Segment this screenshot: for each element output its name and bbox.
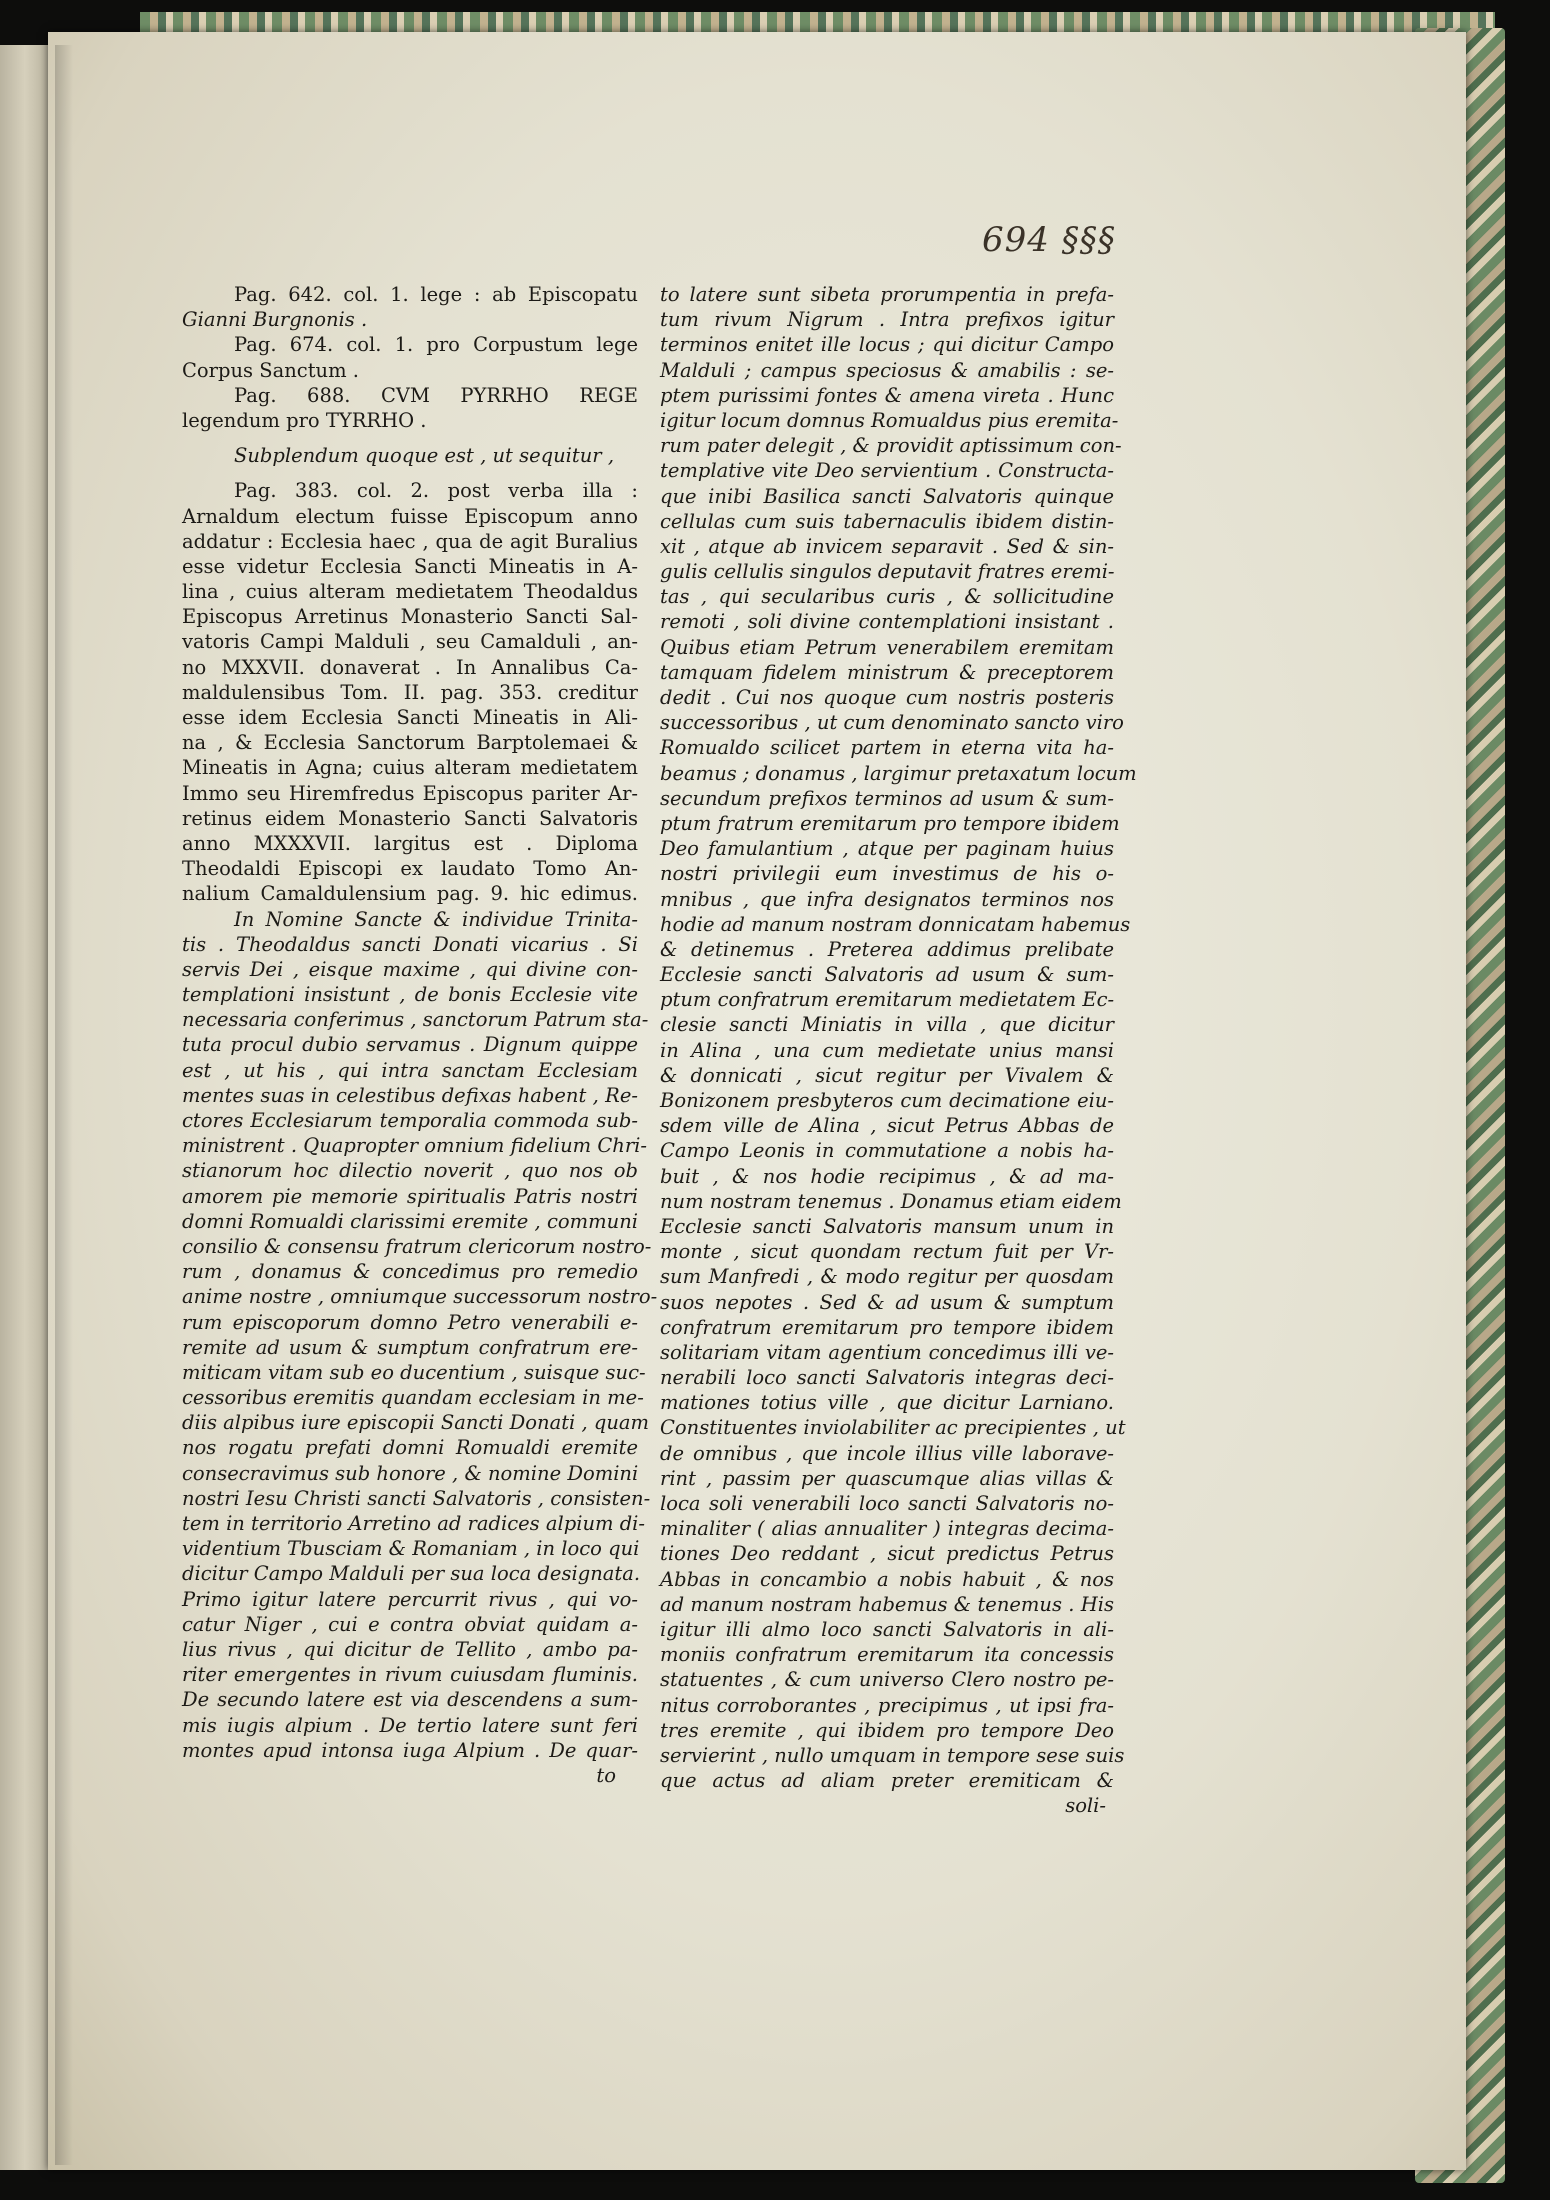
text-line: addatur : Ecclesia haec , qua de agit Buralius bbox=[182, 529, 638, 553]
text-line: xit , atque ab invicem separavit . Sed & sin- bbox=[660, 534, 1114, 558]
text-line: beamus ; donamus , largimur pretaxatum locum bbox=[660, 761, 1137, 785]
text-line: catur Niger , cui e contra obviat quidam a- bbox=[182, 1612, 638, 1636]
text-line: nos rogatu prefati domni Romualdi eremite bbox=[182, 1436, 638, 1460]
text-line: dicitur Campo Malduli per sua loca designata. bbox=[182, 1562, 641, 1586]
text-line: rint , passim per quascumque alias villas & bbox=[660, 1466, 1114, 1490]
text-line: mis iugis alpium . De tertio latere sunt feri bbox=[182, 1713, 638, 1737]
text-line: consecravimus sub honore , & nomine Domini bbox=[182, 1461, 639, 1485]
text-line: Pag. 383. col. 2. post verba illa : bbox=[234, 479, 638, 503]
left-column bbox=[182, 282, 658, 1788]
text-line: rum , donamus & concedimus pro remedio bbox=[182, 1260, 638, 1284]
text-line: remoti , soli divine contemplationi insistant . bbox=[660, 610, 1114, 634]
text-line: Ecclesie sancti Salvatoris ad usum & sum- bbox=[660, 963, 1114, 987]
text-line: mentes suas in celestibus defixas habent , Re- bbox=[182, 1083, 638, 1107]
text-line: igitur locum domnus Romualdus pius eremita- bbox=[660, 408, 1119, 432]
text-line: amorem pie memorie spiritualis Patris nostri bbox=[182, 1184, 638, 1208]
text-line: vatoris Campi Malduli , seu Camalduli , an- bbox=[182, 630, 638, 654]
text-line: maldulensibus Tom. II. pag. 353. creditur bbox=[182, 680, 638, 704]
text-line: tas , qui secularibus curis , & sollicitudine bbox=[660, 585, 1114, 609]
text-line: Ecclesie sancti Salvatoris mansum unum in bbox=[660, 1214, 1114, 1238]
text-line: templationi insistunt , de bonis Ecclesie vite bbox=[182, 983, 638, 1007]
text-line: mationes totius ville , que dicitur Larniano. bbox=[660, 1391, 1114, 1415]
text-line: legendum pro TYRRHO . bbox=[182, 408, 427, 432]
text-line: Abbas in concambio a nobis habuit , & nos bbox=[660, 1567, 1114, 1591]
text-line: Subplendum quoque est , ut sequitur , bbox=[234, 444, 615, 468]
text-line: remite ad usum & sumptum confratrum ere- bbox=[182, 1335, 638, 1359]
text-line: gulis cellulis singulos deputavit fratres eremi- bbox=[660, 560, 1115, 584]
text-line: solitariam vitam agentium concedimus illi ve- bbox=[660, 1340, 1114, 1364]
gutter-shadow bbox=[55, 45, 73, 2165]
text-line: necessaria conferimus , sanctorum Patrum sta- bbox=[182, 1008, 649, 1032]
text-line: tis . Theodaldus sancti Donati vicarius . Si bbox=[182, 932, 638, 956]
text-line: statuentes , & cum universo Clero nostro pe- bbox=[660, 1668, 1114, 1692]
text-line: mnibus , que infra designatos terminos nos bbox=[660, 887, 1114, 911]
text-line: monte , sicut quondam rectum fuit per Vr- bbox=[660, 1240, 1114, 1264]
text-line: nalium Camaldulensium pag. 9. hic edimus. bbox=[182, 882, 638, 906]
catchword: soli- bbox=[1065, 1794, 1106, 1818]
text-line: nerabili loco sancti Salvatoris integras deci- bbox=[660, 1366, 1114, 1390]
text-line: Immo seu Hiremfredus Episcopus pariter Ar- bbox=[182, 781, 638, 805]
text-line: stianorum hoc dilectio noverit , quo nos ob bbox=[182, 1159, 638, 1183]
text-line: Constituentes inviolabiliter ac precipientes , ut bbox=[660, 1416, 1126, 1440]
text-line: nitus corroborantes , precipimus , ut ipsi fra- bbox=[660, 1693, 1114, 1717]
text-line: Arnaldum electum fuisse Episcopum anno bbox=[182, 504, 638, 528]
text-line: igitur illi almo loco sancti Salvatoris in ali- bbox=[660, 1617, 1114, 1641]
text-line: Primo igitur latere percurrit rivus , qui vo- bbox=[182, 1587, 638, 1611]
text-line: tiones Deo reddant , sicut predictus Petrus bbox=[660, 1542, 1114, 1566]
text-line: rum episcoporum domno Petro venerabili e- bbox=[182, 1310, 638, 1334]
text-line: clesie sancti Miniatis in villa , que dicitur bbox=[660, 1013, 1114, 1037]
text-line: anime nostre , omniumque successorum nostro- bbox=[182, 1285, 658, 1309]
text-line: ctores Ecclesiarum temporalia commoda sub- bbox=[182, 1109, 638, 1132]
text-line: Bonizonem presbyteros cum decimatione eiu- bbox=[660, 1089, 1114, 1112]
text-line: In Nomine Sancte & individue Trinita- bbox=[234, 907, 638, 931]
text-line: ptem purissimi fontes & amena vireta . Hunc bbox=[660, 383, 1114, 407]
text-line: De secundo latere est via descendens a sum- bbox=[182, 1688, 638, 1712]
text-line: sdem ville de Alina , sicut Petrus Abbas de bbox=[660, 1114, 1114, 1138]
text-line: sum Manfredi , & modo regitur per quosdam bbox=[660, 1265, 1114, 1289]
text-line: Theodaldi Episcopi ex laudato Tomo An- bbox=[182, 857, 638, 881]
text-line: minaliter ( alias annualiter ) integras decima- bbox=[660, 1517, 1114, 1541]
text-line: lius rivus , qui dicitur de Tellito , ambo pa- bbox=[182, 1637, 638, 1661]
text-line: lina , cuius alteram medietatem Theodaldus bbox=[182, 580, 638, 604]
right-column bbox=[660, 282, 1137, 1818]
text-line: na , & Ecclesia Sanctorum Barptolemaei & bbox=[182, 731, 638, 755]
text-line: tem in territorio Arretino ad radices alpium di- bbox=[182, 1512, 646, 1535]
text-line: confratrum eremitarum pro tempore ibidem bbox=[660, 1315, 1114, 1339]
text-line: no MXXVII. donaverat . In Annalibus Ca- bbox=[182, 655, 638, 679]
text-line: Quibus etiam Petrum venerabilem eremitam bbox=[660, 635, 1114, 659]
text-line: & donnicati , sicut regitur per Vivalem & bbox=[660, 1063, 1114, 1087]
text-line: ptum fratrum eremitarum pro tempore ibidem bbox=[660, 811, 1120, 835]
text-line: hodie ad manum nostram donnicatam habemus bbox=[660, 912, 1131, 936]
text-line: ad manum nostram habemus & tenemus . His bbox=[660, 1592, 1114, 1616]
text-line: ministrent . Quapropter omnium fidelium Chri- bbox=[182, 1134, 647, 1158]
text-line: tamquam fidelem ministrum & preceptorem bbox=[660, 660, 1114, 684]
text-line: de omnibus , que incole illius ville laborave- bbox=[660, 1441, 1114, 1465]
text-line: terminos enitet ille locus ; qui dicitur Campo bbox=[660, 333, 1114, 357]
text-line: cellulas cum suis tabernaculis ibidem distin- bbox=[660, 509, 1114, 533]
text-line: cessoribus eremitis quandam ecclesiam in me- bbox=[182, 1386, 644, 1410]
text-line: nostri Iesu Christi sancti Salvatoris , consisten- bbox=[182, 1486, 651, 1510]
page-number: 694 §§§ bbox=[982, 220, 1116, 260]
text-line: servis Dei , eisque maxime , qui divine con- bbox=[182, 957, 638, 981]
text-line: consilio & consensu fratrum clericorum nostro- bbox=[182, 1234, 652, 1258]
text-line: to latere sunt sibeta prorumpentia in prefa- bbox=[660, 283, 1114, 306]
text-line: num nostram tenemus . Donamus etiam eidem bbox=[660, 1189, 1122, 1213]
text-line: Campo Leonis in commutatione a nobis ha- bbox=[660, 1139, 1114, 1163]
text-line: esse idem Ecclesia Sancti Mineatis in Ali- bbox=[182, 706, 638, 729]
catchword: to bbox=[596, 1763, 616, 1787]
text-line: Corpus Sanctum . bbox=[182, 358, 359, 382]
text-line: successoribus , ut cum denominato sancto viro bbox=[660, 711, 1124, 735]
text-line: dedit . Cui nos quoque cum nostris posteris bbox=[660, 686, 1114, 709]
text-line: que inibi Basilica sancti Salvatoris quinque bbox=[660, 484, 1114, 508]
text-line: miticam vitam sub eo ducentium , suisque suc- bbox=[182, 1360, 646, 1384]
text-line: Malduli ; campus speciosus & amabilis : se- bbox=[660, 358, 1114, 382]
text-line: anno MXXXVII. largitus est . Diploma bbox=[182, 831, 638, 855]
text-line: riter emergentes in rivum cuiusdam fluminis. bbox=[182, 1663, 638, 1687]
text-line: Gianni Burgnonis . bbox=[182, 308, 368, 332]
text-line: tuta procul dubio servamus . Dignum quippe bbox=[182, 1033, 638, 1057]
text-line: ptum confratrum eremitarum medietatem Ec- bbox=[660, 988, 1115, 1012]
text-line: nostri privilegii eum investimus de his o- bbox=[660, 862, 1114, 886]
text-line: buit , & nos hodie recipimus , & ad ma- bbox=[660, 1164, 1114, 1188]
text-line: retinus eidem Monasterio Sancti Salvatoris bbox=[182, 806, 638, 830]
text-line: rum pater delegit , & providit aptissimum con- bbox=[660, 434, 1122, 458]
text-line: montes apud intonsa iuga Alpium . De quar- bbox=[182, 1738, 638, 1762]
text-line: Deo famulantium , atque per paginam huius bbox=[660, 837, 1114, 861]
text-line: tres eremite , qui ibidem pro tempore Deo bbox=[660, 1718, 1114, 1742]
text-line: est , ut his , qui intra sanctam Ecclesiam bbox=[182, 1058, 638, 1082]
text-line: Pag. 688. CVM PYRRHO REGE bbox=[234, 383, 638, 407]
text-line: Pag. 674. col. 1. pro Corpustum lege bbox=[234, 333, 638, 357]
text-line: domni Romualdi clarissimi eremite , communi bbox=[182, 1209, 638, 1233]
text-line: Pag. 642. col. 1. lege : ab Episcopatu bbox=[234, 283, 638, 306]
text-line: diis alpibus iure episcopii Sancti Donati , quam bbox=[182, 1411, 650, 1435]
text-line: in Alina , una cum medietate unius mansi bbox=[660, 1038, 1114, 1062]
text-line: esse videtur Ecclesia Sancti Mineatis in A- bbox=[182, 554, 638, 578]
text-line: Romualdo scilicet partem in eterna vita ha- bbox=[660, 736, 1114, 760]
text-line: loca soli venerabili loco sancti Salvatoris no- bbox=[660, 1492, 1114, 1515]
text-line: que actus ad aliam preter eremiticam & bbox=[660, 1769, 1114, 1793]
text-line: & detinemus . Preterea addimus prelibate bbox=[660, 937, 1114, 961]
text-line: Episcopus Arretinus Monasterio Sancti Sal- bbox=[182, 605, 638, 629]
text-line: templative vite Deo servientium . Constructa- bbox=[660, 459, 1114, 483]
text-line: moniis confratrum eremitarum ita concessis bbox=[660, 1643, 1114, 1667]
text-line: videntium Tbusciam & Romaniam , in loco qui bbox=[182, 1537, 640, 1561]
text-line: tum rivum Nigrum . Intra prefixos igitur bbox=[660, 308, 1114, 332]
text-line: suos nepotes . Sed & ad usum & sumptum bbox=[660, 1290, 1114, 1314]
text-line: secundum prefixos terminos ad usum & sum- bbox=[660, 786, 1114, 810]
text-line: servierint , nullo umquam in tempore sese suis bbox=[660, 1743, 1125, 1767]
text-line: Mineatis in Agna; cuius alteram medietatem bbox=[182, 756, 638, 780]
